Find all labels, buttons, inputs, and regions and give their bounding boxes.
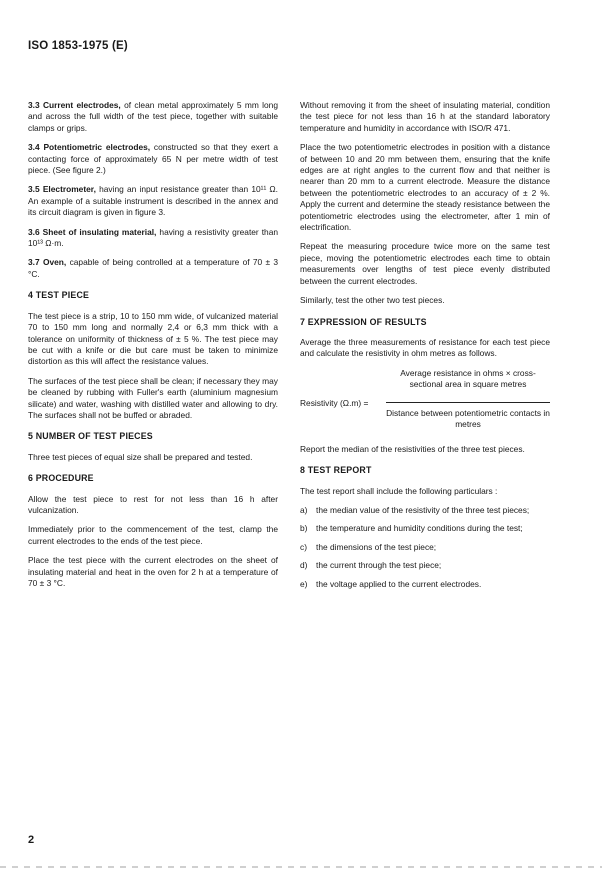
resistivity-formula [300, 368, 550, 438]
paragraph: The surfaces of the test piece shall be clean; if necessary they may be cleaned by rubbing with Fuller's earth (aluminium magnesium silicate) and water, washing with distilled water and allowing to dry. The surfaces shall not be buffed or abraded. [28, 375, 278, 420]
paragraph: Similarly, test the other two test pieces. [300, 295, 445, 306]
paragraph: The test piece is a strip, 10 to 150 mm wide, of vulcanized material 70 to 150 mm long and normally 2,4 or 6,3 mm thick with a tolerance on uniformity of thickness of ± 5 %. The test piece may be cut with a knife or die but care must be taken to minimize distortion as this will affect the resistance values. [28, 310, 278, 367]
item-label: d) [300, 560, 308, 571]
paragraph: Place the test piece with the current electrodes on the sheet of insulating material and heat in the oven for 2 h at a temperature of 70 ± 3 °C. [28, 555, 278, 588]
formula-numerator: Average resistance in ohms × cross-sectional area in square metres [400, 367, 536, 390]
section-heading-procedure: 6 PROCEDURE [28, 473, 94, 484]
item-text: the dimensions of the test piece; [316, 541, 437, 552]
scan-edge-divider [0, 866, 602, 868]
formula-denominator: Distance between potentiometric contacts in metres [386, 407, 550, 430]
paragraph: Allow the test piece to rest for not less than 16 h after vulcanization. [28, 493, 278, 515]
item-label: a) [300, 504, 308, 515]
paragraph: Report the median of the resistivities of the three test pieces. [300, 443, 525, 454]
item-text: the median value of the resistivity of the three test pieces; [316, 504, 530, 515]
report-items-list [300, 505, 550, 590]
left-column [28, 100, 278, 597]
paragraph: Place the two potentiometric electrodes in position with a distance of between 10 and 20 mm between them, ensuring that the knife edges are at right angles to the current flow and that neither is nearer than 20 mm to a current electrode. Measure the distance between the potentiometric electrodes to an accuracy of ± 2 %. Apply the current and determine the steady resistance between the potentiometric electrodes using the electrometer, after 1 min of electrification. [300, 142, 550, 233]
item-label: e) [300, 578, 308, 589]
item-text: the voltage applied to the current electrodes. [316, 578, 482, 589]
paragraph: Immediately prior to the commencement of the test, clamp the current electrodes to the ends of the test piece. [28, 524, 278, 546]
clause-3-3: 3.3 Current electrodes, of clean metal approximately 5 mm long and across the full width of the test piece, together with suitable clamps or grips. [28, 100, 278, 133]
fraction-bar [386, 402, 550, 403]
item-text: the current through the test piece; [316, 560, 442, 571]
document-header: ISO 1853-1975 (E) [28, 40, 128, 52]
clause-3-4: 3.4 Potentiometric electrodes, constructed so that they exert a contacting force of approximately 65 N per metre width of test piece. (See figure 2.) [28, 142, 279, 176]
list-item [300, 560, 550, 571]
page-number: 2 [28, 834, 35, 846]
section-heading-number-of-test-pieces: 5 NUMBER OF TEST PIECES [28, 431, 153, 442]
list-item [300, 523, 550, 534]
section-heading-test-report: 8 TEST REPORT [300, 465, 372, 476]
item-label: b) [300, 523, 308, 534]
section-heading-test-piece: 4 TEST PIECE [28, 290, 90, 301]
clause-3-5: 3.5 Electrometer, having an input resistance greater than 10¹¹ Ω. An example of a suitable instrument is described in the annex and its circuit diagram is given in figure 3. [28, 184, 279, 218]
clause-3-7: 3.7 Oven, capable of being controlled at a temperature of 70 ± 3 °C. [28, 257, 279, 279]
section-heading-expression-of-results: 7 EXPRESSION OF RESULTS [300, 316, 427, 327]
list-item [300, 542, 550, 553]
paragraph: Without removing it from the sheet of insulating material, condition the test piece for not less than 16 h at the standard laboratory temperature and humidity in accordance with ISO/R 471. [300, 100, 550, 133]
formula-label: Resistivity (Ω.m) = [300, 397, 369, 408]
clause-3-6: 3.6 Sheet of insulating material, having a resistivity greater than 10¹³ Ω·m. [28, 226, 279, 249]
list-item [300, 579, 550, 590]
item-label: c) [300, 541, 307, 552]
right-column [300, 100, 550, 597]
paragraph: Repeat the measuring procedure twice more on the same test piece, moving the potentiometric electrodes each time to obtain measurements over lengths of test piece evenly distributed between the current electrodes. [300, 241, 550, 286]
paragraph: The test report shall include the following particulars : [300, 485, 498, 496]
paragraph: Three test pieces of equal size shall be prepared and tested. [28, 451, 253, 462]
list-item [300, 505, 550, 516]
item-text: the temperature and humidity conditions during the test; [316, 523, 523, 534]
paragraph: Average the three measurements of resistance for each test piece and calculate the resistivity in ohm metres as follows. [300, 336, 550, 359]
